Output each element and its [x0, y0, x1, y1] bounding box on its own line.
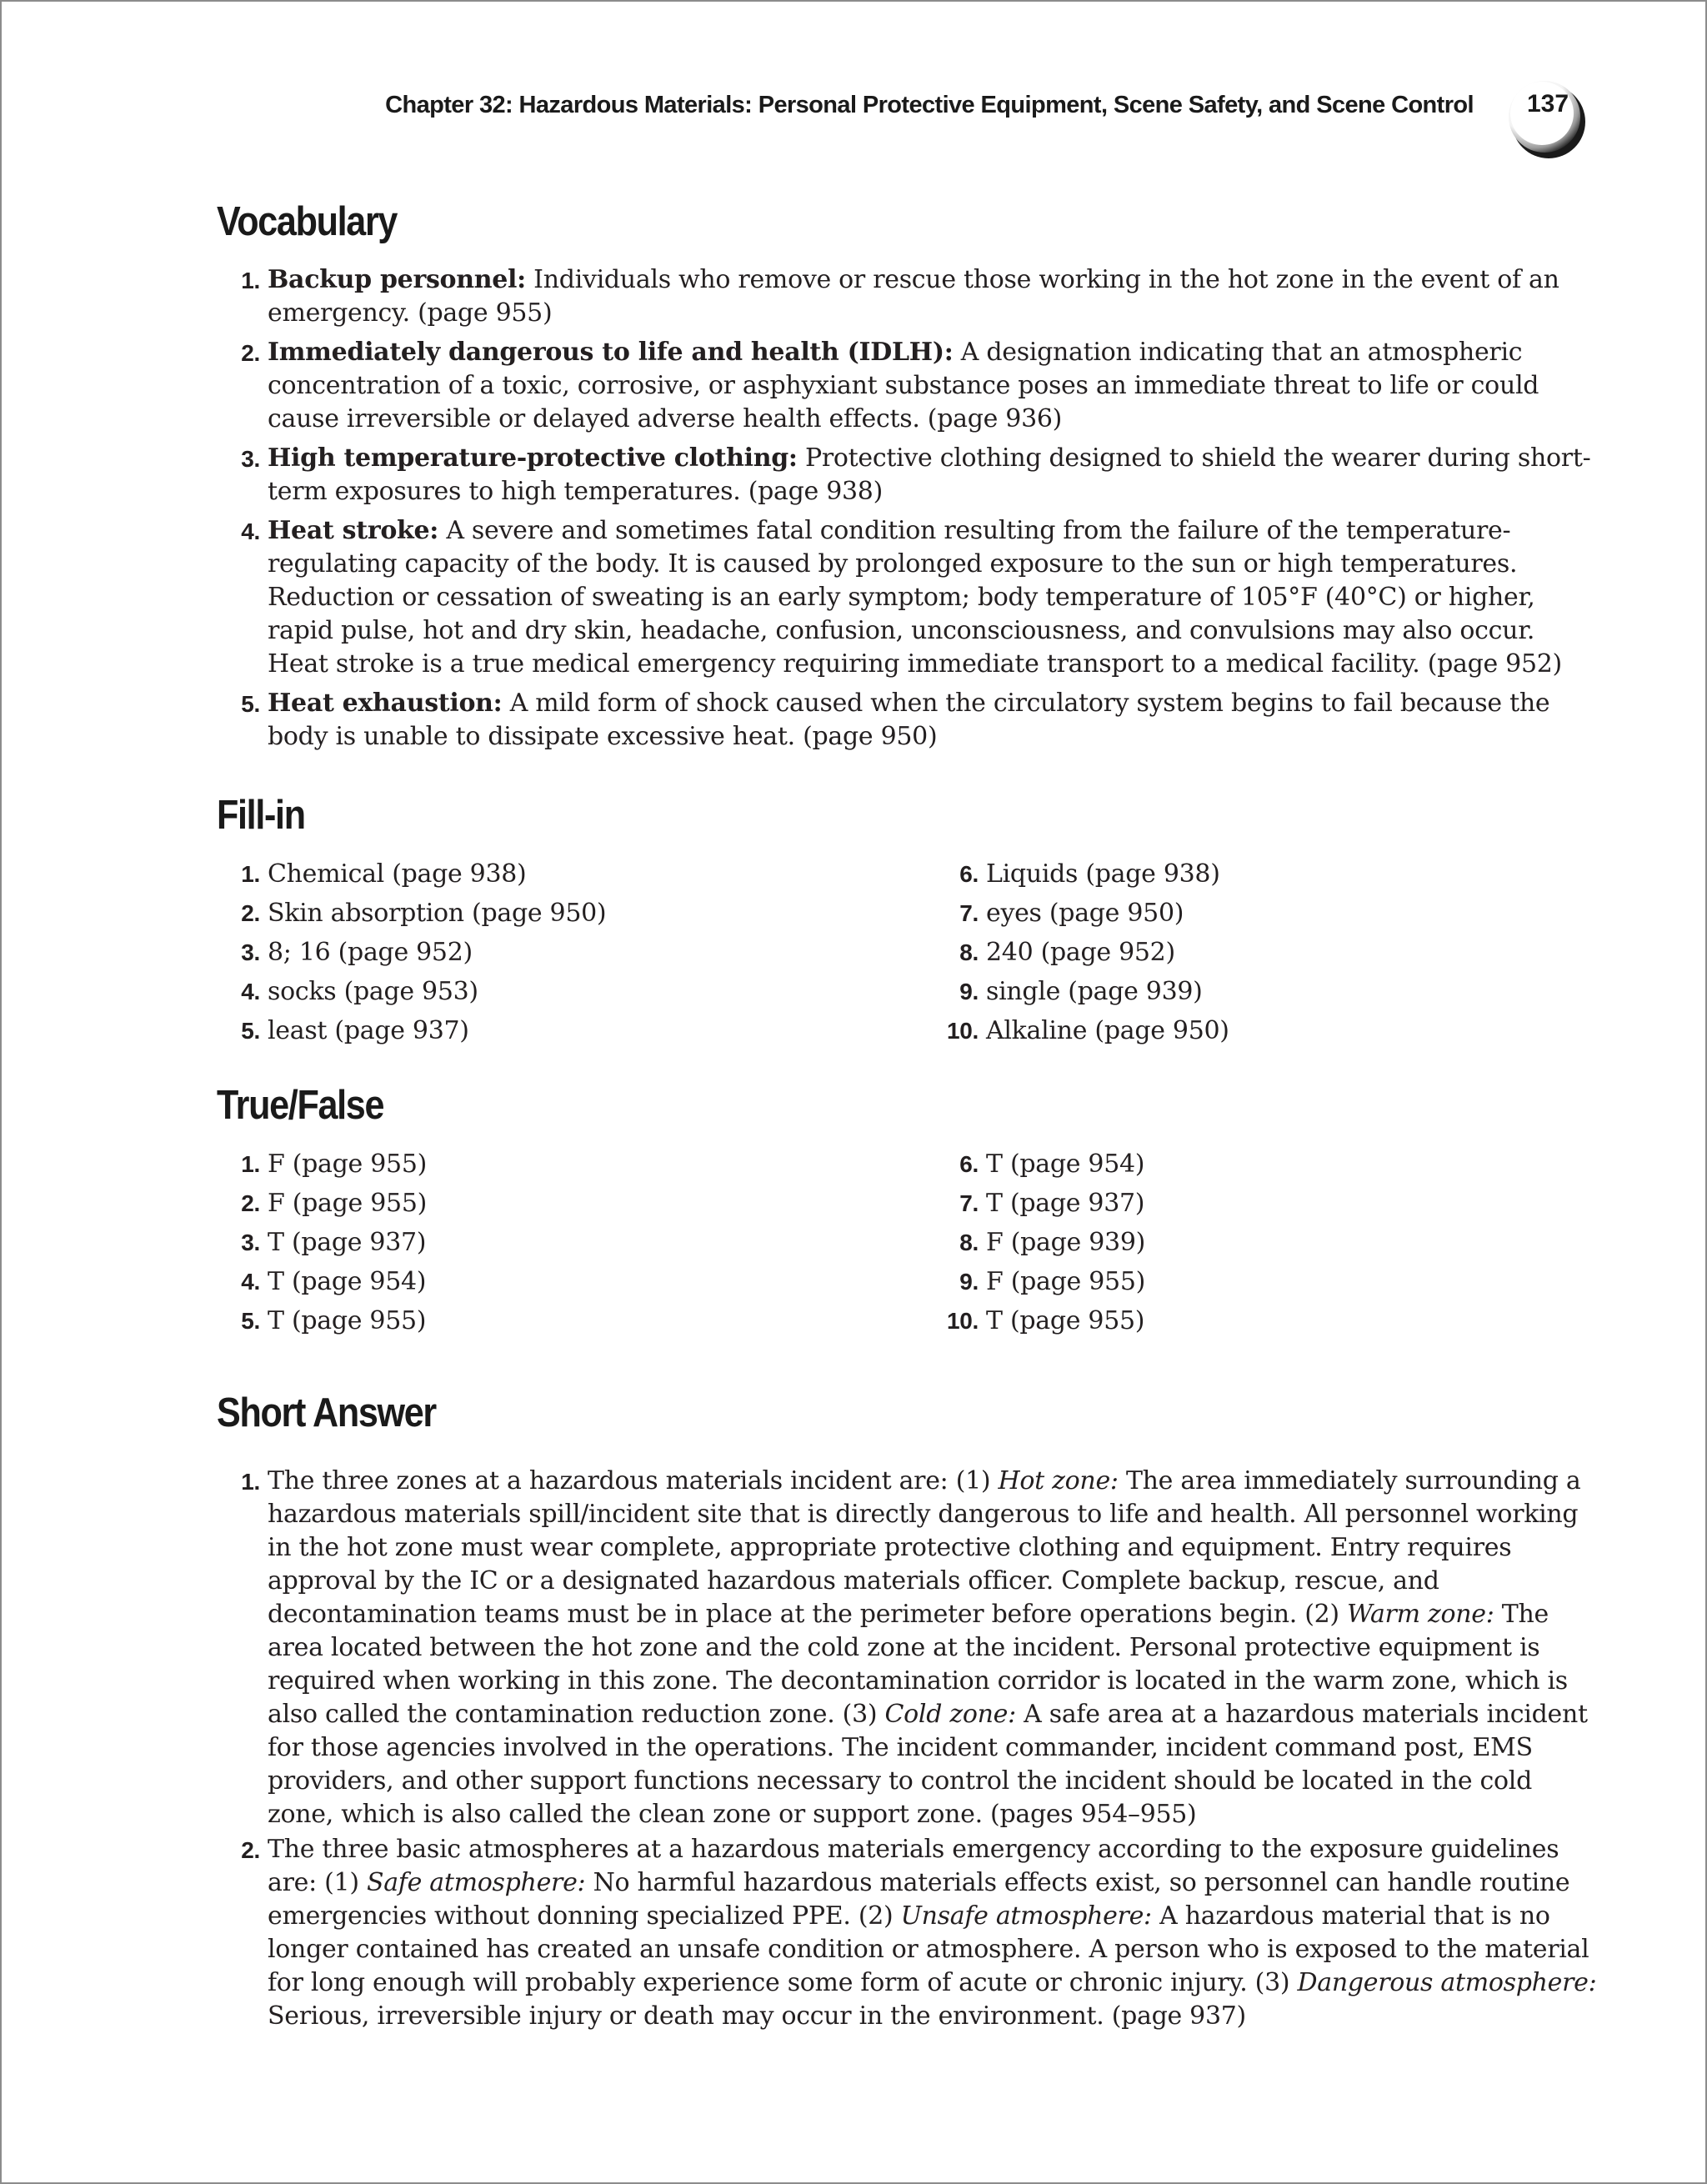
item-number: 8.: [959, 1230, 979, 1255]
item-number: 4.: [241, 979, 260, 1004]
item-number: 2.: [241, 340, 260, 366]
answer-text-segment: The three zones at a hazardous materials incident are: (1): [268, 1466, 999, 1495]
short-answer-item: [218, 1833, 1602, 2033]
answer-item: [218, 1145, 885, 1184]
zone-term: Hot zone:: [998, 1466, 1119, 1495]
answer-item: [937, 1301, 1604, 1340]
vocabulary-term: Heat exhaustion:: [268, 689, 503, 718]
answer-text: T (page 937): [268, 1228, 427, 1257]
item-number: 6.: [959, 861, 979, 887]
item-number: 9.: [959, 979, 979, 1004]
answer-text: F (page 955): [268, 1189, 428, 1218]
answer-item: [218, 1301, 885, 1340]
item-number: 2.: [241, 1837, 260, 1863]
item-number: 7.: [959, 900, 979, 926]
answer-item: [937, 1262, 1604, 1301]
answer-item: [937, 972, 1604, 1011]
item-number: 10.: [946, 1018, 979, 1044]
item-number: 8.: [959, 939, 979, 965]
vocabulary-term: Backup personnel:: [268, 265, 526, 294]
answer-item: [218, 1184, 885, 1223]
item-number: 3.: [241, 1230, 260, 1255]
answer-item: [937, 933, 1604, 972]
answer-text: socks (page 953): [268, 977, 478, 1006]
answer-text: Chemical (page 938): [268, 859, 527, 889]
zone-term: Warm zone:: [1347, 1600, 1494, 1629]
item-number: 1.: [241, 1151, 260, 1177]
true-false-heading: True/False: [217, 1083, 384, 1128]
item-number: 3.: [241, 939, 260, 965]
answer-text-segment: The three basic atmospheres at a hazardous materials emergency according to the exposure guidelines are: (1): [268, 1835, 1559, 1897]
answer-text: 240 (page 952): [986, 938, 1175, 967]
answer-item: [937, 1184, 1604, 1223]
answer-item: [218, 1262, 885, 1301]
atmosphere-term: Safe atmosphere:: [366, 1868, 586, 1897]
vocabulary-item: [218, 687, 1602, 754]
vocabulary-definition: Protective clothing designed to shield the wearer during short-term exposures to high temperatures. (page 938): [268, 443, 1591, 506]
item-number: 3.: [241, 446, 260, 472]
item-number: 1.: [241, 268, 260, 293]
answer-text: Skin absorption (page 950): [268, 899, 607, 928]
vocabulary-heading: Vocabulary: [217, 199, 398, 244]
item-number: 7.: [959, 1190, 979, 1216]
short-answer-heading: Short Answer: [217, 1390, 436, 1435]
vocabulary-definition: A mild form of shock caused when the circulatory system begins to fail because the body is unable to dissipate excessive heat. (page 950): [268, 689, 1550, 751]
atmosphere-term: Unsafe atmosphere:: [900, 1901, 1152, 1931]
item-number: 2.: [241, 1190, 260, 1216]
answer-item: [218, 854, 885, 894]
item-number: 4.: [241, 518, 260, 544]
vocabulary-item: [218, 263, 1602, 330]
answer-text-segment: A safe area at a hazardous materials incident for those agencies involved in the operations. The incident commander, incident command post, EMS providers, and other support functions necessary to control the incident should be located in the cold zone, which is also called the clean zone or support zone. (pages 954–955): [268, 1700, 1588, 1829]
answer-text-segment: The area located between the hot zone and the cold zone at the incident. Personal protective equipment is required when working in this zone. The decontamination corridor is located in the warm zone, which is also called the contamination reduction zone. (3): [268, 1600, 1568, 1729]
answer-text: 8; 16 (page 952): [268, 938, 473, 967]
vocabulary-list: [218, 263, 1602, 754]
answer-item: [937, 894, 1604, 933]
item-number: 5.: [241, 1308, 260, 1334]
answer-text: T (page 955): [268, 1306, 427, 1335]
answer-text: T (page 954): [986, 1150, 1145, 1179]
running-head: Chapter 32: Hazardous Materials: Personal Protective Equipment, Scene Safety, and Scene Control: [385, 92, 1474, 118]
page-number: 137: [1526, 90, 1569, 118]
answer-text: F (page 939): [986, 1228, 1146, 1257]
item-number: 4.: [241, 1269, 260, 1295]
vocabulary-term: High temperature-protective clothing:: [268, 443, 798, 473]
vocabulary-definition: Individuals who remove or rescue those working in the hot zone in the event of an emergency. (page 955): [268, 265, 1559, 328]
answer-item: [937, 1223, 1604, 1262]
item-number: 5.: [241, 691, 260, 717]
answer-text: Liquids (page 938): [986, 859, 1220, 889]
item-number: 2.: [241, 900, 260, 926]
atmosphere-term: Dangerous atmosphere:: [1297, 1968, 1597, 1997]
answer-item: [218, 1011, 885, 1050]
short-answer-list: [218, 1465, 1602, 2033]
zone-term: Cold zone:: [884, 1700, 1016, 1729]
fill-in-heading: Fill-in: [217, 793, 305, 838]
answer-text: F (page 955): [986, 1267, 1146, 1296]
vocabulary-term: Heat stroke:: [268, 516, 439, 545]
vocabulary-item: [218, 336, 1602, 436]
answer-text: Alkaline (page 950): [986, 1016, 1229, 1045]
short-answer-item: [218, 1465, 1602, 1831]
answer-text-segment: No harmful hazardous materials effects exist, so personnel can handle routine emergencies without donning specialized PPE. (2): [268, 1868, 1570, 1931]
answer-item: [937, 854, 1604, 894]
answer-text: T (page 954): [268, 1267, 427, 1296]
answer-item: [218, 894, 885, 933]
vocabulary-term: Immediately dangerous to life and health (IDLH):: [268, 338, 954, 367]
answer-item: [937, 1145, 1604, 1184]
item-number: 6.: [959, 1151, 979, 1177]
vocabulary-definition: A designation indicating that an atmospheric concentration of a toxic, corrosive, or asphyxiant substance poses an immediate threat to life or could cause irreversible or delayed adverse health effects. (page 936): [268, 338, 1539, 433]
answer-text: eyes (page 950): [986, 899, 1184, 928]
item-number: 1.: [241, 861, 260, 887]
vocabulary-item: [218, 514, 1602, 681]
answer-text-segment: Serious, irreversible injury or death may occur in the environment. (page 937): [268, 2001, 1246, 2031]
fill-in-column-right: [937, 854, 1604, 1050]
answer-text: F (page 955): [268, 1150, 428, 1179]
short-answer-text: [268, 1833, 1602, 2033]
true-false-column-right: [937, 1145, 1604, 1340]
answer-text: least (page 937): [268, 1016, 469, 1045]
answer-text-segment: The area immediately surrounding a hazardous materials spill/incident site that is directly dangerous to life and health. All personnel working in the hot zone must wear complete, appropriate protective clothing and equipment. Entry requires approval by the IC or a designated hazardous materials officer. Complete backup, rescue, and decontamination teams must be in place at the perimeter before operations begin. (2): [268, 1466, 1581, 1629]
vocabulary-item: [218, 442, 1602, 508]
vocabulary-definition: A severe and sometimes fatal condition resulting from the failure of the temperature-regulating capacity of the body. It is caused by prolonged exposure to the sun or high temperatures. Reduction or cessation of sweating is an early symptom; body temperature of 105°F (40°C) or higher, rapid pulse, hot and dry skin, headache, confusion, unconsciousness, and convulsions may also occur. Heat stroke is a true medical emergency requiring immediate transport to a medical facility. (page 952): [268, 516, 1562, 679]
item-number: 5.: [241, 1018, 260, 1044]
answer-item: [218, 1223, 885, 1262]
true-false-column-left: [218, 1145, 885, 1340]
answer-item: [218, 933, 885, 972]
item-number: 10.: [946, 1308, 979, 1334]
answer-text: T (page 937): [986, 1189, 1145, 1218]
answer-item: [218, 972, 885, 1011]
item-number: 1.: [241, 1469, 260, 1495]
answer-item: [937, 1011, 1604, 1050]
answer-text-segment: A hazardous material that is no longer contained has created an unsafe condition or atmosphere. A person who is exposed to the material for long enough will probably experience some form of acute or chronic injury. (3): [268, 1901, 1589, 1997]
answer-text: single (page 939): [986, 977, 1203, 1006]
short-answer-text: [268, 1465, 1602, 1831]
fill-in-column-left: [218, 854, 885, 1050]
answer-text: T (page 955): [986, 1306, 1145, 1335]
item-number: 9.: [959, 1269, 979, 1295]
